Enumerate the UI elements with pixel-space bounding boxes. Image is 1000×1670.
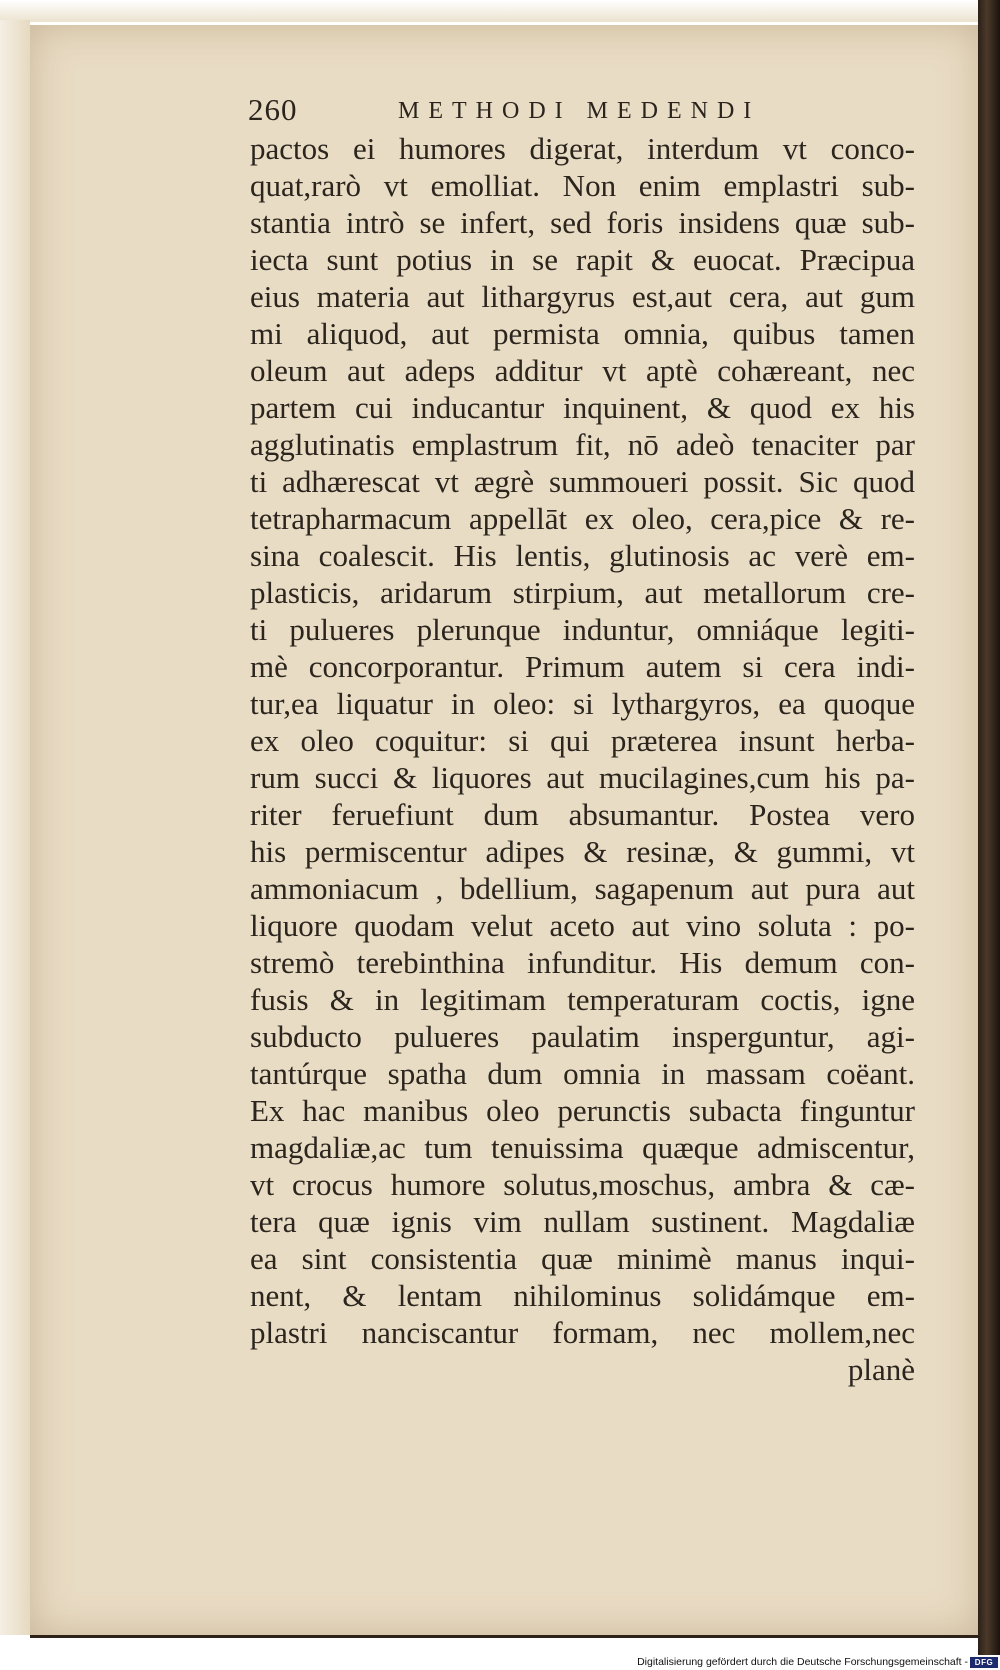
text-line: mi aliquod, aut permista omnia, quibus tamen <box>250 316 915 351</box>
text-line: tera quæ ignis vim nullam sustinent. Magdaliæ <box>250 1204 915 1239</box>
text-line: nent, & lentam nihilominus solidámque em- <box>250 1278 915 1313</box>
page-number: 260 <box>248 92 298 127</box>
catchword: planè <box>847 1352 915 1387</box>
body-text <box>250 130 915 1388</box>
text-line: tantúrque spatha dum omnia in massam coëant. <box>250 1056 915 1091</box>
scan-top-edge <box>0 0 1000 22</box>
text-line: tetrapharmacum appellāt ex oleo, cera,pice & re- <box>250 501 915 536</box>
text-line: rum succi & liquores aut mucilagines,cum his pa- <box>250 760 915 795</box>
text-line: ammoniacum , bdellium, sagapenum aut pura aut <box>250 871 915 906</box>
text-line: fusis & in legitimam temperaturam coctis, igne <box>250 982 915 1017</box>
text-line: vt crocus humore solutus,moschus, ambra & cæ- <box>250 1167 915 1202</box>
text-line: partem cui inducantur inquinent, & quod ex his <box>250 390 915 425</box>
text-line: tur,ea liquatur in oleo: si lythargyros, ea quoque <box>250 686 915 721</box>
text-line: liquore quodam velut aceto aut vino soluta : po- <box>250 908 915 943</box>
text-line: sina coalescit. His lentis, glutinosis ac verè em- <box>250 538 915 573</box>
text-line: iecta sunt potius in se rapit & euocat. Præcipua <box>250 242 915 277</box>
scan-left-edge <box>0 20 30 1635</box>
text-line: riter feruefiunt dum absumantur. Postea vero <box>250 797 915 832</box>
footer <box>0 1655 1000 1670</box>
text-line: ea sint consistentia quæ minimè manus inqui- <box>250 1241 915 1276</box>
text-line: oleum aut adeps additur vt aptè cohæreant, nec <box>250 353 915 388</box>
text-line: subducto pulueres paulatim insperguntur, agi- <box>250 1019 915 1054</box>
text-line: ti pulueres plerunque induntur, omniáque legiti- <box>250 612 915 647</box>
text-line: ti adhærescat vt ægrè summoueri possit. Sic quod <box>250 464 915 499</box>
text-line: plastri nanciscantur formam, nec mollem,nec <box>250 1315 915 1350</box>
text-line: pactos ei humores digerat, interdum vt conco- <box>250 131 915 166</box>
book-binding-edge <box>978 0 1000 1655</box>
text-line: Ex hac manibus oleo perunctis subacta finguntur <box>250 1093 915 1128</box>
text-line: stremò terebinthina infunditur. His demum con- <box>250 945 915 980</box>
dfg-logo: DFG <box>970 1657 998 1668</box>
digitization-credit: Digitalisierung gefördert durch die Deutsche Forschungsgemeinschaft - <box>637 1656 968 1668</box>
text-line: agglutinatis emplastrum fit, nō adeò tenaciter par <box>250 427 915 462</box>
text-line: his permiscentur adipes & resinæ, & gummi, vt <box>250 834 915 869</box>
text-line: eius materia aut lithargyrus est,aut cera, aut gum <box>250 279 915 314</box>
running-title: METHODI MEDENDI <box>398 98 761 124</box>
text-line: ex oleo coquitur: si qui præterea insunt herba- <box>250 723 915 758</box>
text-line: mè concorporantur. Primum autem si cera indi- <box>250 649 915 684</box>
text-line: plasticis, aridarum stirpium, aut metallorum cre- <box>250 575 915 610</box>
text-line: stantia intrò se infert, sed foris insidens quæ sub- <box>250 205 915 240</box>
running-head <box>248 92 878 132</box>
text-line: quat,rarò vt emolliat. Non enim emplastri sub- <box>250 168 915 203</box>
text-line: magdaliæ,ac tum tenuissima quæque admiscentur, <box>250 1130 915 1165</box>
